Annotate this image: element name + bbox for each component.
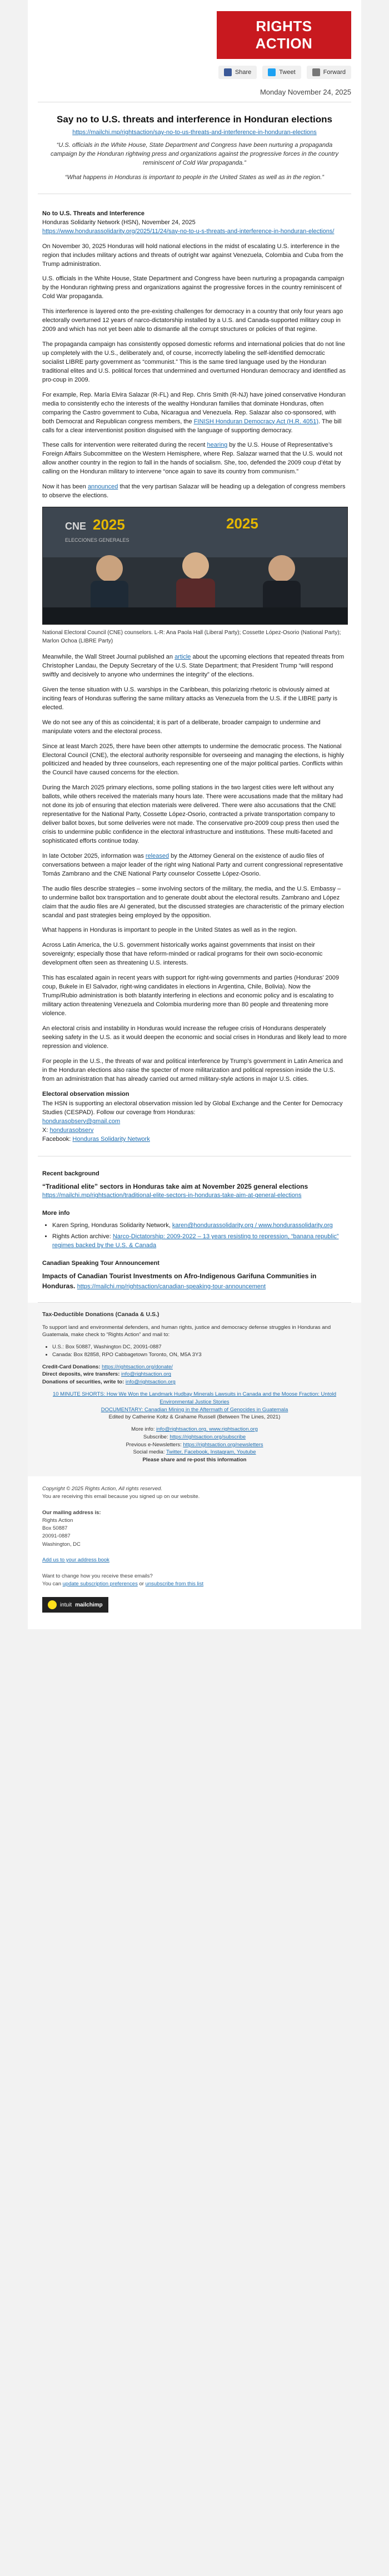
announce-link[interactable]: https://mailchi.mp/rightsaction/canadian-speaking-tour-announcement — [77, 1283, 266, 1290]
background-item-title: “Traditional elite” sectors in Honduras take aim at November 2025 general elections — [42, 1183, 308, 1191]
previous-newsletters-link[interactable]: https://rightsaction.org/newsletters — [183, 1441, 263, 1448]
hr4051-link[interactable]: FINISH Honduran Democracy Act (H.R. 4051) — [193, 418, 319, 425]
byline: Honduras Solidarity Network (HSN), November 24, 2025 — [42, 219, 196, 226]
footer — [28, 1476, 361, 1629]
x-link[interactable]: hondurasobserv — [49, 1127, 94, 1134]
donate-title: Tax-Deductible Donations (Canada & U.S.) — [42, 1311, 159, 1318]
person-1 — [96, 555, 123, 582]
logo: RIGHTS ACTION — [217, 11, 351, 59]
subscribe-link[interactable]: https://rightsaction.org/subscribe — [169, 1433, 246, 1440]
paragraph: The audio files describe strategies – some involving sectors of the military, the media, and the U.S. Embassy – to undermine ballot box transportation and to generate doubt about the electoral results. Zambrano and López claim that the audio files are AI generated, but the discussed strategies are characteristic of the primary election scandal and past strategies being employed by the opposition. — [42, 885, 344, 919]
released-link[interactable]: released — [145, 852, 169, 859]
hero-link[interactable]: https://mailchi.mp/rightsaction/say-no-to-us-threats-and-interference-in-honduran-elections — [72, 129, 317, 136]
announce-title: Canadian Speaking Tour Announcement — [42, 1260, 159, 1267]
more-info-link[interactable]: Narco-Dictatorship: 2009-2022 – 13 years resisting to repression, “banana republic” regimes backed by the U.S. & Canada — [52, 1233, 339, 1249]
more-info-link[interactable]: karen@hondurassolidarity.org / www.hondurassolidarity.org — [172, 1222, 333, 1229]
footer-reason: You are receiving this email because you signed up on our website. — [42, 1494, 200, 1500]
credit-card-link[interactable]: https://rightsaction.org/donate/ — [102, 1363, 173, 1370]
list-item: • Karen Spring, Honduras Solidarity Network, karen@hondurassolidarity.org / www.hondurassolidarity.org — [52, 1222, 347, 1230]
paragraph: What happens in Honduras is important to people in the United States as well as in the region. — [42, 927, 297, 934]
article-body — [28, 194, 361, 1156]
paragraph: Now it has been announced that the very partisan Salazar will be heading up a delegation of congress members to observe the elections. — [42, 483, 346, 500]
background-section — [28, 1156, 361, 1296]
cne-photo-illustration — [43, 507, 347, 624]
donation-section — [28, 1303, 361, 1476]
source-link[interactable]: https://www.hondurassolidarity.org/2025/11/24/say-no-to-u-s-threats-and-interference-in-honduran-elections/ — [42, 228, 335, 235]
donate-intro: To support land and environmental defenders, and human rights, justice and democracy defense struggles in Honduras and Guatemala, make check to “Rights Action” and mail to: — [42, 1324, 331, 1338]
paragraph: Since at least March 2025, there have been other attempts to undermine the democratic process. The National Electoral Council (CNE), the electoral authority responsible for overseeing and managing the elections, is highly politicized and headed by three counselors, each representing one of the major political parties. Conflicts within the Council have caused concerns for the election. — [42, 743, 344, 777]
forward-icon — [312, 68, 320, 76]
paragraph: U.S. officials in the White House, State Department and Congress have been nurturing a propaganda campaign by the Honduran rightwing press and organizations against the progressive forces in the country reminiscent of Cold War propaganda. — [42, 275, 345, 300]
contact-links: More info: info@rightsaction.org, www.rightsaction.org Subscribe: https://rightsaction.org/subscribe Previous e-Newsletters: https://rightsaction.org/newsletters Social media: Twitter, Facebook, Instagram, Youtube Please share and re-post this information — [126, 1426, 263, 1463]
hero-quote: “What happens in Honduras is important to people in the United States as well as in the region.” — [65, 174, 324, 181]
paragraph: An electoral crisis and instability in Honduras would increase the refugee crisis of Hondurans desperately seeking safety in the U.S. as it would deepen the economic and social crises in Honduras and likely lead to more repression and violence. — [42, 1025, 347, 1050]
film-subtitle: Edited by Catherine Koltz & Grahame Russell (Between The Lines, 2021) — [108, 1414, 281, 1421]
facebook-link[interactable]: Honduras Solidarity Network — [72, 1136, 150, 1143]
paragraph: On November 30, 2025 Honduras will hold national elections in the midst of escalating U.S. interference in the region that includes military actions and threats of outright war against Venezuela, Colombia and Cuba from the Trump administration. — [42, 243, 343, 268]
facebook-icon — [224, 68, 232, 76]
date: Monday November 24, 2025 — [260, 88, 351, 96]
address-list — [52, 1343, 347, 1359]
photo-year-text: 2025 — [226, 515, 258, 532]
more-info-title: More info — [42, 1210, 70, 1217]
photo-caption: National Electoral Council (CNE) counselors. L-R: Ana Paola Hall (Liberal Party); Cossette López-Osorio (National Party); Marlon Ochoa (LIBRE Party) — [42, 630, 341, 644]
article-heading: No to U.S. Threats and Interference — [42, 210, 144, 217]
mailing-address: Rights Action Box 50887 20091-0887 Washington, DC — [42, 1517, 81, 1547]
paragraph: Given the tense situation with U.S. warships in the Caribbean, this polarizing rhetoric is obviously aimed at inciting fears of Honduras suffering the same military attacks as Venezuela from the U.S. if the LIBRE party is elected. — [42, 686, 338, 711]
more-info-list — [52, 1222, 347, 1250]
list-item: • Canada: Box 82858, RPO Cabbagetown Toronto, ON, M5A 3Y3 — [52, 1351, 347, 1359]
paragraph: The propaganda campaign has consistently opposed domestic reforms and international policies that do not line up completely with the U.S., deliberately and, of course, incorrectly labeling the self-identified democratic socialist LIBRE party government as “communist.” This is the same tired language used by the Honduran traditional elites and U.S. political forces that undermined and overturned Honduran democracy and identified as pro-coup in 2009. — [42, 341, 346, 383]
paragraph: This has escalated again in recent years with support for right-wing governments and parties (Honduras’ 2009 coup, Bukele in El Salvador, right-wing candidates in elections in Argentina, Chile, Bolivia). Now the Trump/Rubio administration is both blatantly interfering in elections and economic policy and is escalating to military action threatening Venezuela and Colombia murdering more than 80 people and threatening more violence. — [42, 975, 339, 1017]
person-3 — [268, 555, 295, 582]
transfer-email-link[interactable]: info@rightsaction.org — [121, 1371, 171, 1378]
paragraph: For people in the U.S., the threats of war and political interference by Trump’s government in Latin America and in the Honduran elections also raise the specter of more militarization and political repression inside the U.S. from an administration that has already carried out armed military-style actions in major U.S. cities. — [42, 1057, 343, 1082]
photo-banner-text: CNE — [65, 521, 87, 532]
social-bar — [28, 63, 361, 82]
tweet-button[interactable]: Tweet — [262, 66, 301, 79]
wsj-article-link[interactable]: article — [174, 654, 191, 661]
add-contact-link[interactable]: Add us to your address book — [42, 1557, 109, 1564]
share-button[interactable]: Share — [218, 66, 257, 79]
info-link[interactable]: info@rightsaction.org, www.rightsaction.org — [156, 1426, 258, 1433]
unsubscribe-link[interactable]: unsubscribe from this list — [145, 1580, 204, 1587]
paragraph: During the March 2025 primary elections, some polling stations in the two largest cities were left without any ballots, while others received the materials many hours late. There were accusations made that the military had not done its job of ensuring that election materials were delivered. There were also accusations that the CNE representative for the National Party, Cossette López-Osorio, contracted a private transportation company to deliver ballot boxes, but some deliveries were not made. The conservative pro-2009 coup press then used the crisis to undermine public confidence in the electoral infrastructure and institutions. These multi-faceted and sophisticated efforts continue today. — [42, 784, 343, 844]
paragraph: These calls for intervention were reiterated during the recent hearing by the U.S. House of Representative’s Foreign Affairs Subcommittee on the Western Hemisphere, where Rep. Salazar warned that the U.S. would not allow another country in the region to fall in the hands of socialism. She, too, defended the 2009 coup d’état by calling on the Honduran military to intervene “once again to save its country from communism.” — [42, 442, 343, 476]
email-link[interactable]: hondurasobserv@gmail.com — [42, 1118, 121, 1125]
film-link[interactable]: 10 MINUTE SHORTS: How We Won the Landmark Hudbay Minerals Lawsuits in Canada and the Moose Fraction: Untold Environmental Justice Stories — [52, 1391, 337, 1405]
social-media-links[interactable]: Twitter, Facebook, Instagram, Youtube — [166, 1449, 256, 1456]
table — [43, 607, 347, 624]
email-container — [28, 0, 361, 1629]
mailchimp-badge[interactable]: intuit mailchimp — [42, 1597, 108, 1613]
photo-sign-text: ELECCIONES GENERALES — [65, 537, 129, 543]
share-line: Please share and re-post this information — [142, 1457, 247, 1463]
manage-preferences: Want to change how you receive these emails? You can update subscription preferences or unsubscribe from this list — [42, 1573, 204, 1587]
hearing-link[interactable]: hearing — [207, 442, 228, 449]
mission-paragraph: The HSN is supporting an electoral observation mission led by Global Exchange and the Center for Democracy Studies (CESPAD). Follow our coverage from Honduras: hondurasobserv@gmail.com X: hondurasobserv Facebook: Honduras Solidarity Network — [42, 1100, 343, 1143]
paragraph: For example, Rep. María Elvira Salazar (R-FL) and Rep. Chris Smith (R-NJ) have joined conservative Honduran media to consistently echo the interests of the wealthy Honduran families that dominate Honduras, often comparing the Castro government to Cuba, Nicaragua and Venezuela. Rep. Salazar also co-sponsored, with both Democrat and Republican congress members, the FINISH Honduran Democracy Act (H.R. 4051). The bill calls for a clear interventionist position disguised with the language of supporting democracy. — [42, 391, 346, 434]
films — [42, 1391, 347, 1421]
paragraph: Across Latin America, the U.S. government historically works against governments that insist on their sovereignty; especially those that have reform-minded or radical programs for their own socio-economic development often seen as threatening U.S. interests. — [42, 942, 323, 967]
update-preferences-link[interactable]: update subscription preferences — [62, 1580, 138, 1587]
twitter-icon — [268, 68, 276, 76]
person-2 — [182, 552, 209, 579]
background-title: Recent background — [42, 1170, 99, 1178]
hero-quote: “U.S. officials in the White House, State Department and Congress have been nurturing a propaganda campaign by the Honduran rightwing press and organizations against the progressive forces in the country reminiscent of Cold War propaganda.” — [51, 142, 338, 166]
copyright: Copyright © 2025 Rights Action, All rights reserved. — [42, 1485, 162, 1492]
mission-title: Electoral observation mission — [42, 1090, 129, 1097]
cne-photo — [42, 507, 348, 625]
hero — [28, 102, 361, 194]
header — [28, 0, 361, 63]
list-item: • Rights Action archive: Narco-Dictatorship: 2009-2022 – 13 years resisting to repression, “banana republic” regimes backed by the U.S. & Canada — [52, 1233, 347, 1250]
paragraph: This interference is layered onto the pre-existing challenges for democracy in a country that only four years ago electorally overturned 12 years of narco-dictatorship installed by a U.S. and Canada-supported military coup in 2009 and which has not yet been able to dismantle all the corrupt structures or policies of that regime. — [42, 308, 343, 333]
list-item: • U.S.: Box 50887, Washington DC, 20091-0887 — [52, 1343, 347, 1351]
photo-year-text: 2025 — [93, 516, 125, 533]
background-item-link[interactable]: https://mailchi.mp/rightsaction/traditional-elite-sectors-in-honduras-take-aim-at-general-elections — [42, 1192, 302, 1199]
mailchimp-icon — [48, 1600, 57, 1609]
paragraph: We do not see any of this as coincidental; it is part of a deliberate, broader campaign to undermine and manipulate voters and the electoral process. — [42, 719, 321, 735]
announced-link[interactable]: announced — [87, 483, 118, 491]
paragraph: Meanwhile, the Wall Street Journal published an article about the upcoming elections that repeated threats from Christopher Landau, the Deputy Secretary of the U.S. State Department; that President Trump “will respond swiftly and decisively to anyone who undermines the integrity” of the elections. — [42, 654, 345, 678]
forward-button[interactable]: Forward — [307, 66, 351, 79]
securities-email-link[interactable]: info@rightsaction.org — [125, 1379, 176, 1386]
announce-heading: Impacts of Canadian Tourist Investments on Afro-Indigenous Garifuna Communities in Honduras. — [42, 1272, 317, 1290]
film-link[interactable]: DOCUMENTARY: Canadian Mining in the Aftermath of Genocides in Guatemala — [101, 1406, 288, 1413]
paragraph: In late October 2025, information was released by the Attorney General on the existence of audio files of conversations between a major leader of the right wing National Party and current congressional representative Tomás Zambrano and the CNE National Party counselor Cossette López-Osorio. — [42, 852, 343, 877]
mailing-address-label: Our mailing address is: — [42, 1509, 101, 1516]
donation-methods: Credit-Card Donations: https://rightsaction.org/donate/ Direct deposits, wire transfers: info@rightsaction.org Donations of securities, write to: info@rightsaction.org — [42, 1363, 176, 1386]
page-title: Say no to U.S. threats and interference in Honduran elections — [57, 114, 332, 125]
